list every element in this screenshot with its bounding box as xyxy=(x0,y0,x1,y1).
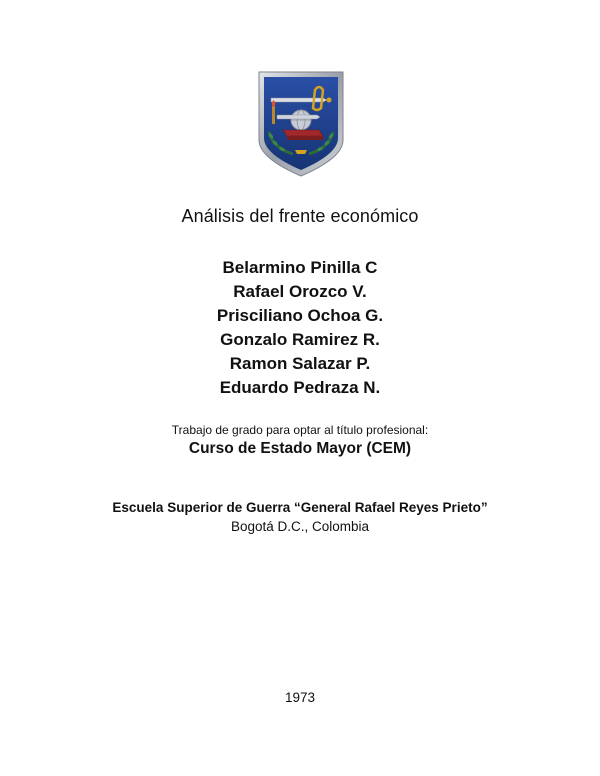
institution-name: Escuela Superior de Guerra “General Rafael Reyes Prieto” xyxy=(112,500,488,515)
institution-location: Bogotá D.C., Colombia xyxy=(230,519,370,534)
author-name: Prisciliano Ochoa G. xyxy=(216,306,384,325)
institution-crest-icon xyxy=(257,70,345,178)
document-title: Análisis del frente económico xyxy=(181,206,419,226)
author-list xyxy=(0,256,600,400)
degree-purpose: Trabajo de grado para optar al título profesional: xyxy=(171,423,429,437)
author-name: Rafael Orozco V. xyxy=(233,282,367,301)
author-name: Belarmino Pinilla C xyxy=(222,258,378,277)
author-name: Ramon Salazar P. xyxy=(229,354,371,373)
author-name: Eduardo Pedraza N. xyxy=(219,378,381,397)
publication-year: 1973 xyxy=(284,690,316,705)
author-name: Gonzalo Ramirez R. xyxy=(220,330,380,349)
course-name: Curso de Estado Mayor (CEM) xyxy=(188,440,412,457)
